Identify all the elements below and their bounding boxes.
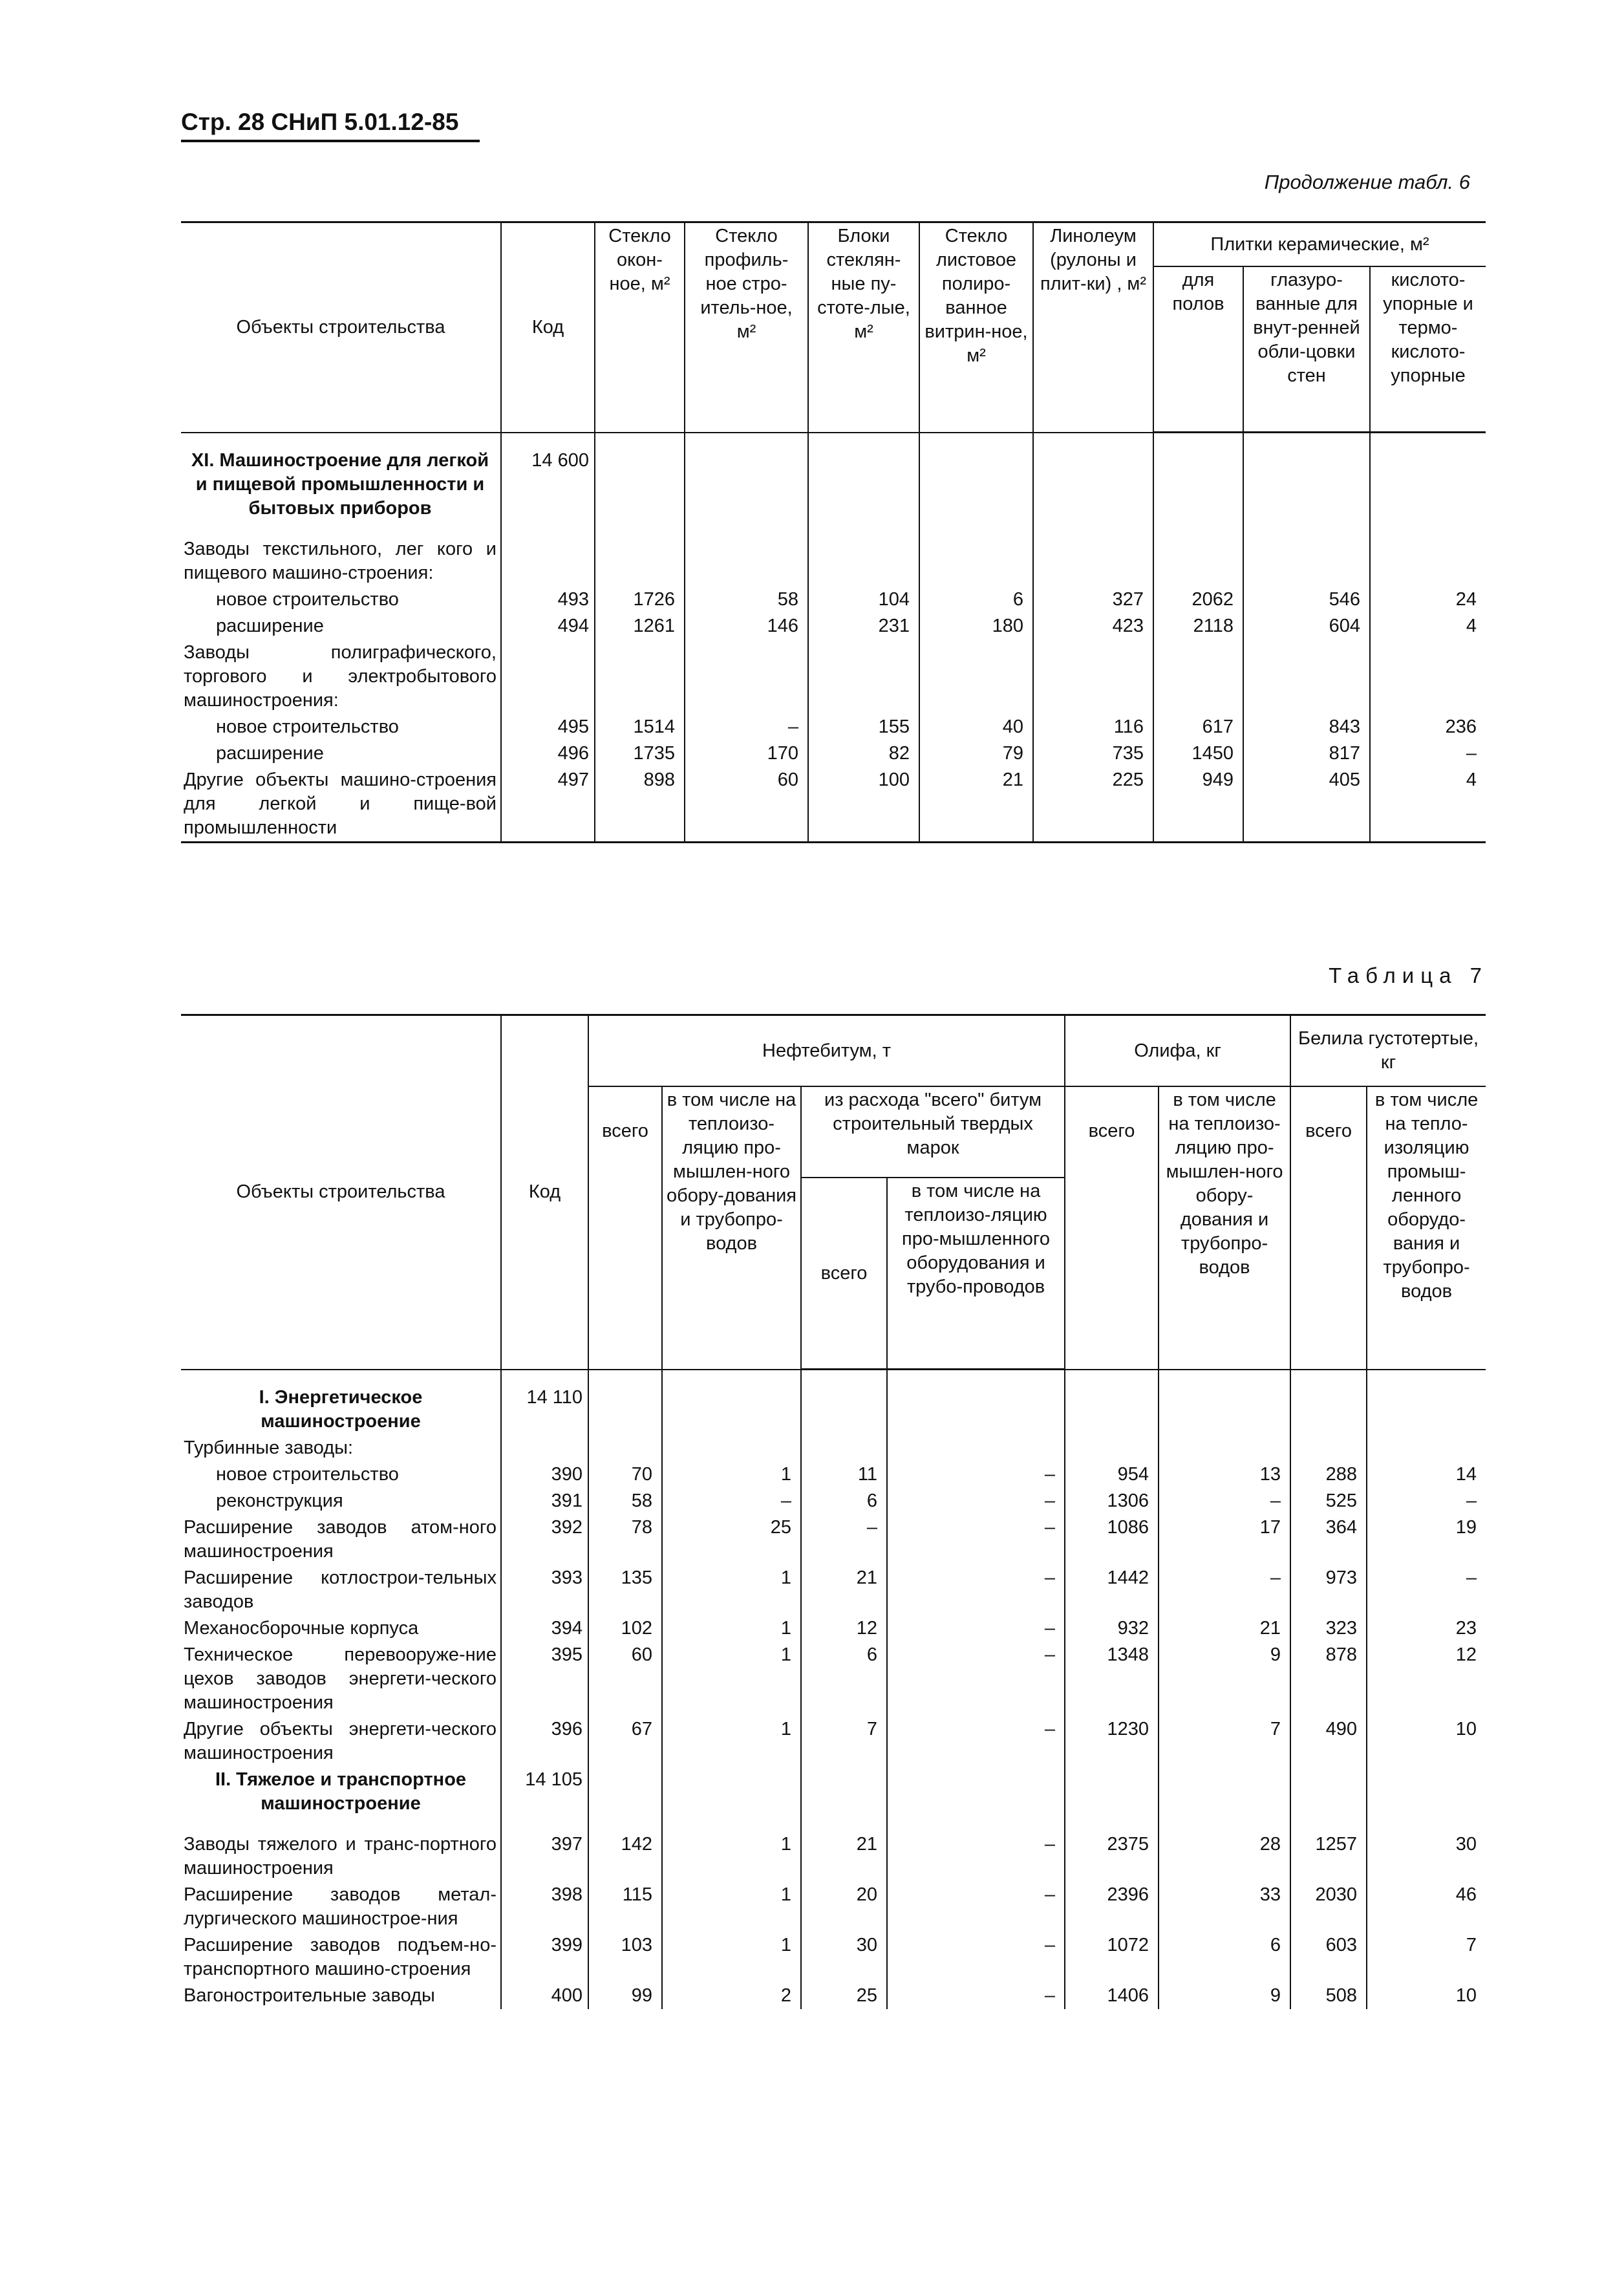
table-6 [181,221,1486,843]
section-title: XI. Машиностроение для легкой и пищевой промышленности и бытовых приборов [191,450,489,519]
cell: – [887,1642,1065,1716]
cell: – [887,1514,1065,1565]
row-code: 392 [501,1514,588,1565]
cell: – [1370,740,1486,767]
group-label: Турбинные заводы: [184,1437,354,1458]
row-name: реконструкция [216,1491,343,1511]
cell: – [887,1716,1065,1767]
cell: 13 [1159,1461,1290,1488]
cell: 288 [1290,1461,1367,1488]
col-tiles-floor: для полов [1153,266,1243,433]
cell: 1 [662,1461,801,1488]
row-code: 494 [501,613,595,640]
col-bitumen-hard: из расхода "всего" битум строительный твердых марок [801,1086,1065,1178]
cell: 100 [808,767,919,843]
cell: 21 [1159,1615,1290,1642]
cell: 973 [1290,1565,1367,1615]
row-code: 397 [501,1831,588,1882]
col-tiles-acid: кислото-упорные и термо-кислото-упорные [1370,266,1486,433]
cell: 99 [588,1983,662,2009]
row-code: 394 [501,1615,588,1642]
section-title: II. Тяжелое и транспортное машиностроение [215,1769,467,1814]
row-name: Расширение заводов подъем-но-транспортного машино-строения [184,1935,497,1979]
cell: 25 [662,1514,801,1565]
cell: 46 [1367,1882,1486,1932]
cell: – [662,1488,801,1514]
col-bitumen-total: всего [588,1086,662,1370]
cell: 11 [801,1461,887,1488]
cell: 604 [1243,613,1370,640]
cell: – [887,1565,1065,1615]
cell: 1735 [595,740,685,767]
table-row [181,1615,1486,1642]
col-olifa-total: всего [1065,1086,1159,1370]
cell: 116 [1033,714,1153,740]
cell: 67 [588,1716,662,1767]
cell: 236 [1370,714,1486,740]
cell: 155 [808,714,919,740]
cell: 7 [801,1716,887,1767]
cell: 21 [801,1565,887,1615]
cell: 2396 [1065,1882,1159,1932]
row-name: Расширение заводов атом-ного машиностроения [184,1517,497,1562]
table-row [181,740,1486,767]
cell: 60 [685,767,808,843]
row-code: 398 [501,1882,588,1932]
cell: 932 [1065,1615,1159,1642]
section-title: I. Энергетическое машиностроение [259,1387,423,1432]
section-code: 14 110 [501,1384,588,1435]
cell: 1514 [595,714,685,740]
cell: – [887,1615,1065,1642]
cell: 2118 [1153,613,1243,640]
cell: 1 [662,1716,801,1767]
row-code: 391 [501,1488,588,1514]
cell: 327 [1033,587,1153,613]
cell: 954 [1065,1461,1159,1488]
cell: 7 [1367,1932,1486,1983]
row-name: новое строительство [216,1464,399,1485]
row-code: 399 [501,1932,588,1983]
col-tiles-glazed: глазуро-ванные для внут-ренней обли-цовки стен [1243,266,1370,433]
col-glass-window: Стекло окон-ное, м² [595,222,685,433]
cell: 24 [1370,587,1486,613]
row-name: Другие объекты энергети-ческого машиностроения [184,1719,497,1763]
cell: 1 [662,1932,801,1983]
section-row [181,1767,1486,1817]
col-belila-insulation: в том числе на тепло-изоляцию промыш-ленного оборудо-вания и трубопро-водов [1367,1086,1486,1370]
table-7 [181,1014,1486,2009]
cell: 2 [662,1983,801,2009]
cell: 12 [1367,1642,1486,1716]
row-name: Вагоностроительные заводы [184,1985,435,2006]
cell: 78 [588,1514,662,1565]
col-bitumen: Нефтебитум, т [588,1015,1065,1087]
cell: 4 [1370,767,1486,843]
cell: 735 [1033,740,1153,767]
cell: – [801,1514,887,1565]
col-code: Код [501,222,595,433]
cell: 508 [1290,1983,1367,2009]
cell: 525 [1290,1488,1367,1514]
cell: 58 [685,587,808,613]
col-hard-insulation: в том числе на теплоизо-ляцию про-мышленного оборудования и трубо-проводов [887,1178,1065,1370]
cell: 2030 [1290,1882,1367,1932]
cell: 6 [1159,1932,1290,1983]
col-olifa-insulation: в том числе на теплоизо-ляцию про-мышлен-ного обору-дования и трубопро-водов [1159,1086,1290,1370]
row-name: новое строительство [216,589,399,610]
table-row [181,613,1486,640]
cell: 1406 [1065,1983,1159,2009]
cell: 949 [1153,767,1243,843]
cell: 17 [1159,1514,1290,1565]
cell: 6 [919,587,1033,613]
cell: 135 [588,1565,662,1615]
cell: – [1159,1488,1290,1514]
cell: 2375 [1065,1831,1159,1882]
cell: 28 [1159,1831,1290,1882]
cell: 1261 [595,613,685,640]
cell: 103 [588,1932,662,1983]
col-objects: Объекты строительства [181,1015,501,1370]
table-row [181,1716,1486,1767]
page-header: Стр. 28 СНиП 5.01.12-85 [181,109,459,135]
section-row [181,1384,1486,1435]
cell: 1257 [1290,1831,1367,1882]
cell: 1 [662,1565,801,1615]
cell: – [1159,1565,1290,1615]
cell: – [1367,1565,1486,1615]
table-row [181,1642,1486,1716]
table-7-caption: Таблица 7 [1329,963,1488,987]
cell: 10 [1367,1983,1486,2009]
section-code: 14 105 [501,1767,588,1817]
table-row [181,1983,1486,2009]
table-row [181,1488,1486,1514]
cell: 1442 [1065,1565,1159,1615]
cell: 82 [808,740,919,767]
cell: – [887,1882,1065,1932]
cell: 12 [801,1615,887,1642]
cell: 843 [1243,714,1370,740]
cell: 104 [808,587,919,613]
table-row [181,1514,1486,1565]
row-code: 396 [501,1716,588,1767]
row-code: 497 [501,767,595,843]
cell: 6 [801,1488,887,1514]
row-name: Механосборочные корпуса [184,1618,419,1639]
table-row [181,1932,1486,1983]
table-6-body [181,433,1486,843]
cell: 617 [1153,714,1243,740]
row-code: 495 [501,714,595,740]
cell: 146 [685,613,808,640]
row-name: Расширение заводов метал-лургического машинострое-ния [184,1884,497,1929]
cell: 603 [1290,1932,1367,1983]
cell: – [887,1461,1065,1488]
cell: 323 [1290,1615,1367,1642]
col-linoleum: Линолеум (рулоны и плит-ки) , м² [1033,222,1153,433]
cell: 30 [1367,1831,1486,1882]
cell: 1 [662,1882,801,1932]
row-name: Другие объекты машино-строения для легкой и пище-вой промышленности [184,770,497,838]
row-code: 390 [501,1461,588,1488]
cell: 10 [1367,1716,1486,1767]
cell: 9 [1159,1983,1290,2009]
group-row [181,536,1486,587]
cell: 1348 [1065,1642,1159,1716]
cell: 9 [1159,1642,1290,1716]
cell: 20 [801,1882,887,1932]
col-glass-blocks: Блоки стеклян-ные пу-стоте-лые, м² [808,222,919,433]
cell: – [887,1831,1065,1882]
cell: 19 [1367,1514,1486,1565]
col-objects: Объекты строительства [181,222,501,433]
col-belila: Белила густотертые, кг [1290,1015,1486,1087]
group-row [181,1435,1486,1461]
cell: 40 [919,714,1033,740]
col-belila-total: всего [1290,1086,1367,1370]
cell: 21 [801,1831,887,1882]
cell: 878 [1290,1642,1367,1716]
cell: 33 [1159,1882,1290,1932]
cell: 60 [588,1642,662,1716]
table-row [181,1882,1486,1932]
table-7-body [181,1370,1486,2010]
cell: 1072 [1065,1932,1159,1983]
cell: 142 [588,1831,662,1882]
cell: 1086 [1065,1514,1159,1565]
row-code: 496 [501,740,595,767]
section-code: 14 600 [501,447,595,522]
cell: 1 [662,1642,801,1716]
table-row [181,1831,1486,1882]
cell: 405 [1243,767,1370,843]
cell: 1 [662,1831,801,1882]
cell: 225 [1033,767,1153,843]
cell: – [887,1983,1065,2009]
table-row [181,1461,1486,1488]
cell: 58 [588,1488,662,1514]
cell: 1306 [1065,1488,1159,1514]
row-code: 493 [501,587,595,613]
cell: 231 [808,613,919,640]
cell: 4 [1370,613,1486,640]
cell: 180 [919,613,1033,640]
group-row [181,640,1486,714]
continuation-note: Продолжение табл. 6 [1264,171,1470,193]
cell: – [1367,1488,1486,1514]
group-label: Заводы текстильного, лег кого и пищевого машино-строения: [184,539,497,583]
col-glass-polished: Стекло листовое полиро-ванное витрин-ное, м² [919,222,1033,433]
cell: 170 [685,740,808,767]
cell: 817 [1243,740,1370,767]
cell: 1450 [1153,740,1243,767]
cell: 1230 [1065,1716,1159,1767]
cell: 490 [1290,1716,1367,1767]
row-name: расширение [216,616,324,636]
cell: 115 [588,1882,662,1932]
row-name: новое строительство [216,716,399,737]
cell: 898 [595,767,685,843]
row-code: 395 [501,1642,588,1716]
header-underline [181,140,480,142]
cell: – [887,1488,1065,1514]
col-code: Код [501,1015,588,1370]
cell: 30 [801,1932,887,1983]
cell: – [887,1932,1065,1983]
cell: 25 [801,1983,887,2009]
cell: 6 [801,1642,887,1716]
row-name: Расширение котлострои-тельных заводов [184,1567,497,1612]
cell: 1 [662,1615,801,1642]
col-glass-profiled: Стекло профиль-ное стро-итель-ное, м² [685,222,808,433]
row-name: расширение [216,743,324,764]
cell: 102 [588,1615,662,1642]
col-olifa: Олифа, кг [1065,1015,1290,1087]
cell: 2062 [1153,587,1243,613]
row-name: Заводы тяжелого и транс-портного машиностроения [184,1834,497,1878]
col-tiles-group: Плитки керамические, м² [1153,222,1486,267]
table-row [181,714,1486,740]
cell: 14 [1367,1461,1486,1488]
row-name: Техническое перевооруже-ние цехов заводов энергети-ческого машиностроения [184,1644,497,1713]
cell: 364 [1290,1514,1367,1565]
table-row [181,1565,1486,1615]
section-row [181,447,1486,522]
cell: 1726 [595,587,685,613]
cell: 23 [1367,1615,1486,1642]
cell: 70 [588,1461,662,1488]
table-row [181,767,1486,843]
cell: – [685,714,808,740]
table-row [181,587,1486,613]
cell: 423 [1033,613,1153,640]
row-code: 400 [501,1983,588,2009]
col-hard-total: всего [801,1178,887,1370]
row-code: 393 [501,1565,588,1615]
cell: 79 [919,740,1033,767]
cell: 21 [919,767,1033,843]
group-label: Заводы полиграфического, торгового и электробытового машиностроения: [184,642,497,711]
cell: 546 [1243,587,1370,613]
col-bitumen-insulation: в том числе на теплоизо-ляцию про-мышлен-ного обору-дования и трубопро-водов [662,1086,801,1370]
cell: 7 [1159,1716,1290,1767]
